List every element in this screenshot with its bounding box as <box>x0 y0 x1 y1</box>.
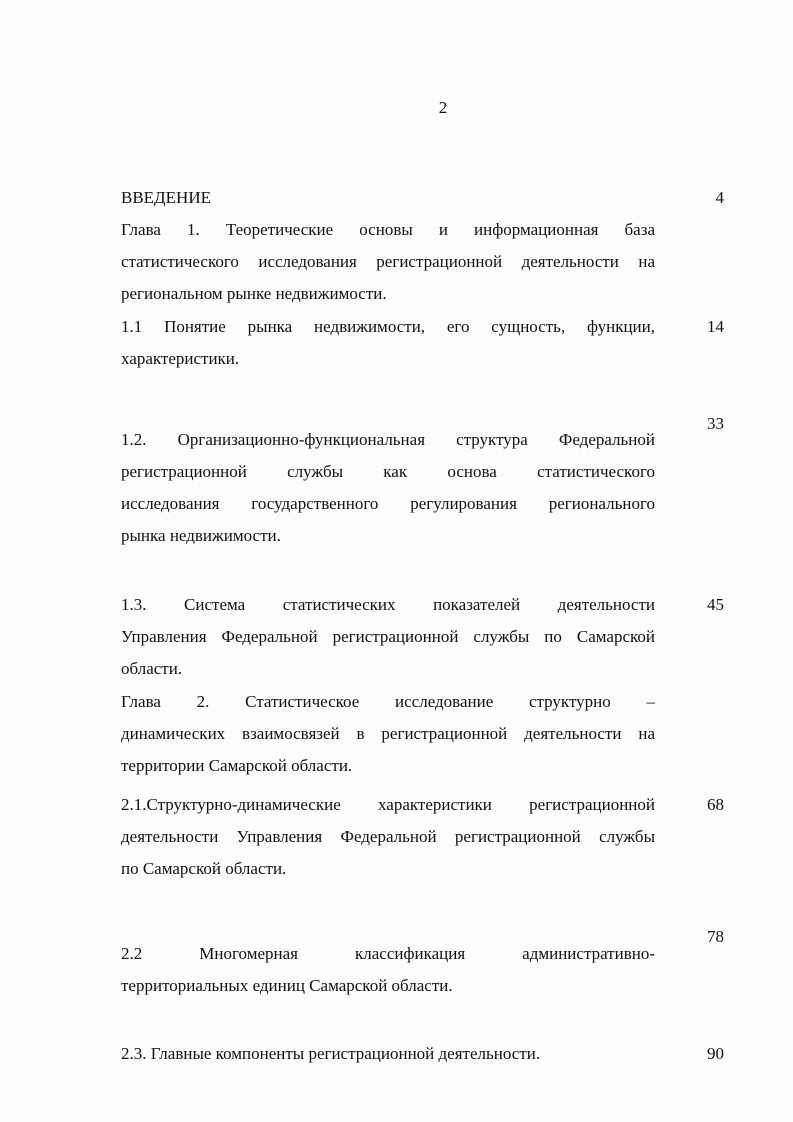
toc-line: исследования государственного регулирования регионального <box>121 494 655 513</box>
toc-line: статистического исследования регистрационной деятельности на <box>121 252 655 271</box>
toc-page-number: 4 <box>715 188 724 207</box>
toc-line: области. <box>121 659 183 678</box>
toc-line: 1.3. Система статистических показателей деятельности <box>121 595 655 614</box>
toc-page-number: 45 <box>707 595 724 614</box>
toc-line: по Самарской области. <box>121 859 287 878</box>
toc-page-number: 78 <box>707 927 724 946</box>
toc-line: характеристики. <box>121 349 240 368</box>
toc-line: территориальных единиц Самарской области. <box>121 976 453 995</box>
toc-line: 1.2. Организационно-функциональная структура Федеральной <box>121 430 655 449</box>
page-number: 2 <box>438 98 448 117</box>
toc-entry-chapter-2 <box>121 686 655 782</box>
toc-entry-2-2 <box>121 938 655 1002</box>
toc-line: территории Самарской области. <box>121 756 353 775</box>
toc-line: 2.3. Главные компоненты регистрационной деятельности. <box>121 1044 541 1063</box>
toc-line: Глава 2. Статистическое исследование структурно – <box>121 692 655 711</box>
toc-line: ВВЕДЕНИЕ <box>121 188 211 207</box>
toc-line: 2.2 Многомерная классификация административно- <box>121 944 655 963</box>
toc-page-number: 90 <box>707 1044 724 1063</box>
toc-line: регистрационной службы как основа статистического <box>121 462 655 481</box>
toc-entry-1-2 <box>121 424 655 552</box>
toc-line: Управления Федеральной регистрационной службы по Самарской <box>121 627 655 646</box>
toc-page-number: 68 <box>707 795 724 814</box>
toc-line: 1.1 Понятие рынка недвижимости, его сущность, функции, <box>121 317 655 336</box>
toc-line: динамических взаимосвязей в регистрационной деятельности на <box>121 724 655 743</box>
toc-line: региональном рынке недвижимости. <box>121 284 387 303</box>
toc-page-number: 14 <box>707 317 724 336</box>
toc-line: Глава 1. Теоретические основы и информационная база <box>121 220 655 239</box>
toc-entry-1-3 <box>121 589 655 685</box>
toc-line: деятельности Управления Федеральной регистрационной службы <box>121 827 655 846</box>
toc-entry-1-1 <box>121 311 655 375</box>
toc-entry-2-3 <box>121 1038 655 1070</box>
toc-entry-chapter-1 <box>121 214 655 310</box>
toc-page-number: 33 <box>707 414 724 433</box>
toc-entry-2-1 <box>121 789 655 885</box>
toc-line: 2.1.Структурно-динамические характеристики регистрационной <box>121 795 655 814</box>
toc-line: рынка недвижимости. <box>121 526 281 545</box>
toc-entry-introduction <box>121 182 655 214</box>
